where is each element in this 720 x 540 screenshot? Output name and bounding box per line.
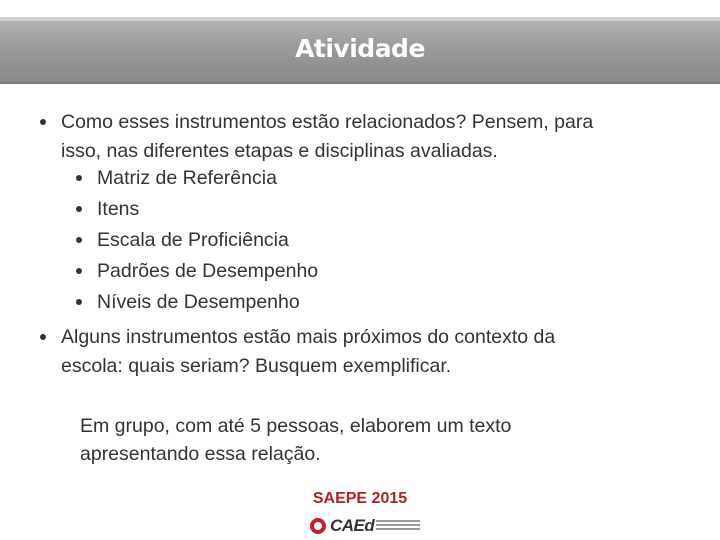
sub-bullet (76, 164, 277, 193)
bullet-dot (76, 237, 82, 243)
task-text-line: apresentando essa relação. (80, 443, 321, 465)
slide-title: Atividade (295, 34, 425, 63)
caed-logo-icon (310, 518, 326, 534)
sub-bullet (76, 288, 300, 317)
bullet-dot (76, 299, 82, 305)
bullet-dot (40, 119, 46, 125)
logo-tagline-graphic (376, 520, 420, 532)
bullet-text-line: Como esses instrumentos estão relacionados? Pensem, para (61, 111, 594, 133)
bullet-dot (76, 175, 82, 181)
sub-bullet-text: Escala de Proficiência (97, 229, 289, 251)
footer-event-label: SAEPE 2015 (312, 490, 408, 507)
bullet-question-2 (42, 323, 682, 381)
logo-text: CAEd (330, 516, 375, 535)
sub-bullet (76, 195, 139, 224)
sub-bullet-text: Padrões de Desempenho (97, 260, 319, 282)
sub-bullet (76, 226, 289, 255)
sub-bullet-text: Níveis de Desempenho (97, 291, 300, 313)
title-bar (0, 17, 720, 84)
sub-bullet-text: Matriz de Referência (97, 167, 277, 189)
bullet-dot (76, 206, 82, 212)
bullet-text-line: isso, nas diferentes etapas e disciplinas avaliadas. (61, 140, 498, 162)
sub-bullet (76, 257, 318, 286)
bullet-question-1 (42, 108, 682, 166)
bullet-text-line: Alguns instrumentos estão mais próximos do contexto da (61, 326, 556, 348)
bullet-dot (76, 268, 82, 274)
task-text-line: Em grupo, com até 5 pessoas, elaborem um texto (80, 415, 512, 437)
bullet-dot (40, 334, 46, 340)
title-bar-highlight (0, 17, 720, 21)
sub-bullet-text: Itens (97, 198, 140, 220)
caed-logo (310, 516, 420, 536)
bullet-text-line: escola: quais seriam? Busquem exemplificar. (61, 355, 452, 377)
group-task (80, 412, 600, 468)
